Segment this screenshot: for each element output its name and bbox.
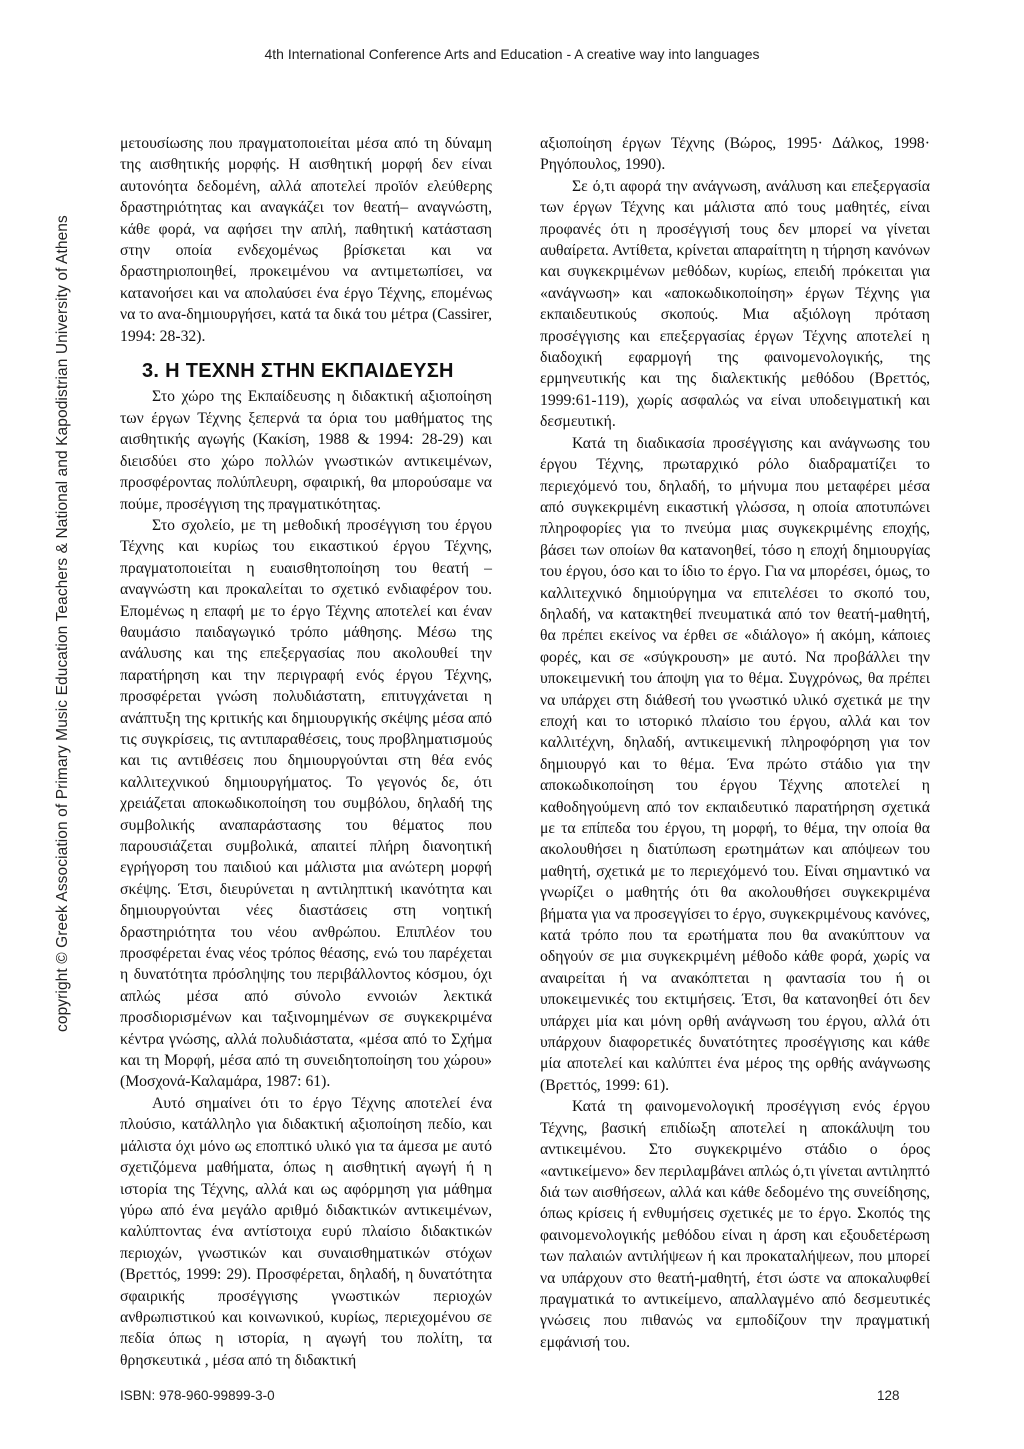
footer-isbn: ISBN: 978-960-99899-3-0 [120, 1388, 275, 1403]
copyright-side-note: copyright © Greek Association of Primary Music Education Teachers & National and Kapodistrian University of Athens [54, 215, 71, 1032]
left-column [120, 133, 492, 1371]
running-header: 4th International Conference Arts and Education - A creative way into languages [264, 46, 760, 62]
page-number: 128 [877, 1388, 900, 1403]
paragraph: Στο χώρο της Εκπαίδευσης η διδακτική αξιοποίηση των έργων Τέχνης ξεπερνά τα όρια του μαθήματος της αισθητικής αγωγής (Κακίση, 1988 & 1994: 28-29) και διεισδύει στο χώρο πολλών γνωστικών αντικειμένων, προσφέροντας πολύπλευρη, σφαιρική, θα μπορούσαμε να πούμε, προσέγγιση της πραγματικότητας. [120, 388, 492, 513]
paragraph: Κατά τη διαδικασία προσέγγισης και ανάγνωσης του έργου Τέχνης, πρωταρχικό ρόλο διαδραματίζει το περιεχόμενό του, δηλαδή, το μήνυμα που μεταφέρει μέσα από συγκεκριμένη εικαστική γλώσσα, η οποία αποτυπώνει πληροφορίες για το πνεύμα μιας συγκεκριμένης εποχής, βάσει των οποίων θα κατανοηθεί, τόσο η εποχή δημιουργίας του έργου, όσο και το ίδιο το έργο. Για να μπορέσει, όμως, το καλλιτεχνικό δημιούργημα να επιτελέσει το σκοπό του, δηλαδή, να κατακτηθεί πνευματικά από τον θεατή-μαθητή, θα πρέπει εκείνος να έρθει σε «διάλογο» ή ακόμη, κάποιες φορές, και σε «σύγκρουση» με αυτό. Να προβάλλει την υποκειμενική του άποψη για το θέμα. Συγχρόνως, θα πρέπει να υπάρχει στη διάθεσή του γνωστικό υλικό σχετικά με την εποχή και το ιστορικό πλαίσιο του έργου, αλλά και τον καλλιτέχνη, δηλαδή, αντικειμενική πληροφόρηση για τον δημιουργό και το θέμα. Ένα πρώτο στάδιο για την αποκωδικοποίηση του έργου Τέχνης αποτελεί η καθοδηγούμενη από τον εκπαιδευτικό παρατήρηση σχετικά με τα επίπεδα του έργου, τη μορφή, το θέμα, την οποία θα ακολουθήσει η διατύπωση ερωτημάτων και απόψεων του μαθητή, σχετικά με το περιεχόμενό του. Είναι σημαντικό να γνωρίζει ο μαθητής ότι θα ακολουθήσει συγκεκριμένα βήματα για να προσεγγίσει το έργο, συγκεκριμένους κανόνες, κατά τρόπο που τα ερωτήματα που θα ανακύπτουν να οδηγούν σε μια συγκεκριμένη μέθοδο κάθε φορά, χωρίς να αναιρείται ή να ανακόπτεται η φαντασία του ή οι υποκειμενικές του εκτιμήσεις. Έτσι, θα κατανοηθεί ότι δεν υπάρχει μία και μόνη ορθή ανάγνωση του έργου, αλλά ότι υπάρχουν διαφορετικές δυνατότητες προσέγγισης και κάθε μία αποτελεί και καλύπτει ένα μέρος της ορθής ανάγνωσης (Βρεττός, 1999: 61). [540, 434, 930, 1094]
right-column [540, 133, 930, 1353]
paragraph: Σε ό,τι αφορά την ανάγνωση, ανάλυση και επεξεργασία των έργων Τέχνης και μάλιστα από τους μαθητές, είναι προφανές ότι η προσέγγισή τους δεν μπορεί να γίνεται αυθαίρετα. Αντίθετα, κρίνεται απαραίτητη η τήρηση κανόνων και συγκεκριμένων μεθόδων, κυρίως, επειδή πρόκειται για «ανάγνωση» και «αποκωδικοποίηση» έργων Τέχνης για εκπαιδευτικούς σκοπούς. Μια αξιόλογη πρόταση προσέγγισης και επεξεργασίας έργων Τέχνης αποτελεί η διαδοχική εφαρμογή της φαινομενολογικής, της ερμηνευτικής και της διαλεκτικής μεθόδου (Βρεττός, 1999:61-119), χωρίς ασφαλώς να είναι υποδειγματική και δεσμευτική. [540, 177, 930, 431]
paragraph: Αυτό σημαίνει ότι το έργο Τέχνης αποτελεί ένα πλούσιο, κατάλληλο για διδακτική αξιοποίηση πεδίο, και μάλιστα όχι μόνο ως εποπτικό υλικό για τα άμεσα με αυτό σχετιζόμενα μαθήματα, όπως η αισθητική αγωγή ή η ιστορία της Τέχνης, αλλά και ως αφόρμηση για μάθημα γύρω από ένα μεγάλο αριθμό διδακτικών αντικειμένων, καλύπτοντας ένα αντίστοιχα ευρύ πλαίσιο διδακτικών περιοχών, γνωστικών και συναισθηματικών στόχων (Βρεττός, 1999: 29). Προσφέρεται, δηλαδή, η δυνατότητα σφαιρικής προσέγγισης γνωστικών περιοχών ανθρωπιστικού και κοινωνικού, κυρίως, περιεχομένου σε πεδία όπως η ιστορία, η αγωγή του πολίτη, τα θρησκευτικά , μέσα από τη διδακτική [120, 1094, 492, 1369]
section-heading: 3. Η ΤΕΧΝΗ ΣΤΗΝ ΕΚΠΑΙΔΕΥΣΗ [142, 360, 454, 383]
paragraph: Κατά τη φαινομενολογική προσέγγιση ενός έργου Τέχνης, βασική επιδίωξη αποτελεί η αποκάλυψη του αντικειμένου. Στο συγκεκριμένο στάδιο ο όρος «αντικείμενο» δεν περιλαμβάνει απλώς ό,τι γίνεται αντιληπτό διά των αισθήσεων, αλλά και κάθε δεδομένο της συνείδησης, όπως κρίσεις ή ενθυμήσεις σχετικές με το έργο. Σκοπός της φαινομενολογικής μεθόδου είναι η άρση και εξουδετέρωση των παλαιών αντιλήψεων ή και προκαταλήψεων, που μπορεί να υπάρχουν στο θεατή-μαθητή, έτσι ώστε να αποκαλυφθεί πραγματικά το αντικείμενο, απαλλαγμένο από δεσμευτικές γνώσεις που πιθανώς να εμποδίζουν την πραγματική εμφάνισή του. [540, 1098, 930, 1351]
paragraph: Στο σχολείο, με τη μεθοδική προσέγγιση του έργου Τέχνης και κυρίως του εικαστικού έργου Τέχνης, πραγματοποιείται η ευαισθητοποίηση του θεατή – αναγνώστη και προκαλείται το σχετικό ενδιαφέρον του. Επομένως η επαφή με το έργο Τέχνης αποτελεί και έναν θαυμάσιο παιδαγωγικό τρόπο μάθησης. Μέσω της ανάλυσης και της επεξεργασίας που ακολουθεί την παρατήρηση και την περιγραφή ενός έργου Τέχνης, προσφέρεται γνώση πολυδιάστατη, επιτυγχάνεται η ανάπτυξη της κριτικής και δημιουργικής σκέψης μέσα από τις συγκρίσεις, τις αντιπαραθέσεις, τους προβληματισμούς και τις αντιθέσεις που δημιουργούνται στη θέα ενός καλλιτεχνικού δημιουργήματος. Το γεγονός δε, ότι χρειάζεται αποκωδικοποίηση του συμβόλου, δηλαδή της συμβολικής αναπαράστασης του θέματος που παρουσιάζεται συμβολικά, απαιτεί πλήρη διανοητική εγρήγορση του παιδιού και μάλιστα μια ανώτερη μορφή σκέψης. Έτσι, διευρύνεται η αντιληπτική ικανότητα και δημιουργούνται νέες διαστάσεις στη νοητική δραστηριότητα του νέου ανθρώπου. Επιπλέον του προσφέρεται ένας νέος τρόπος θέασης, ενώ του παρέχεται η δυνατότητα πρόσληψης του περιβάλλοντος κόσμου, όχι απλώς μέσα από σύνολο εννοιών λεκτικά προσδιορισμένων και ταξινομημένων σε συγκεκριμένα κέντρα γνώσης, αλλά πολυδιάστατα, «μέσα από το Σχήμα και τη Μορφή, μέσα από τη συνειδητοποίηση του χώρου» (Μοσχονά-Καλαμάρα, 1987: 61). [120, 516, 492, 1091]
paragraph-continued: μετουσίωσης που πραγματοποιείται μέσα από τη δύναμη της αισθητικής μορφής. Η αισθητική μορφή δεν είναι αυτονόητα δεδομένη, αλλά αποτελεί προϊόν ελεύθερης δραστηριότητας και αναγκάζει τον θεατή– αναγνώστη, κάθε φορά, να αφήσει την απλή, παθητική κατάσταση στην οποία ενδεχομένως βρίσκεται και να δραστηριοποιηθεί, προκειμένου να αντιμετωπίσει, να κατανοήσει και να απολαύσει ένα έργο Τέχνης, επομένως να το ανα-δημιουργήσει, κατά τα δικά του μέτρα (Cassirer, 1994: 28-32). [120, 135, 492, 345]
paragraph-continued: αξιοποίηση έργων Τέχνης (Βώρος, 1995· Δάλκος, 1998· Ρηγόπουλος, 1990). [540, 135, 930, 174]
